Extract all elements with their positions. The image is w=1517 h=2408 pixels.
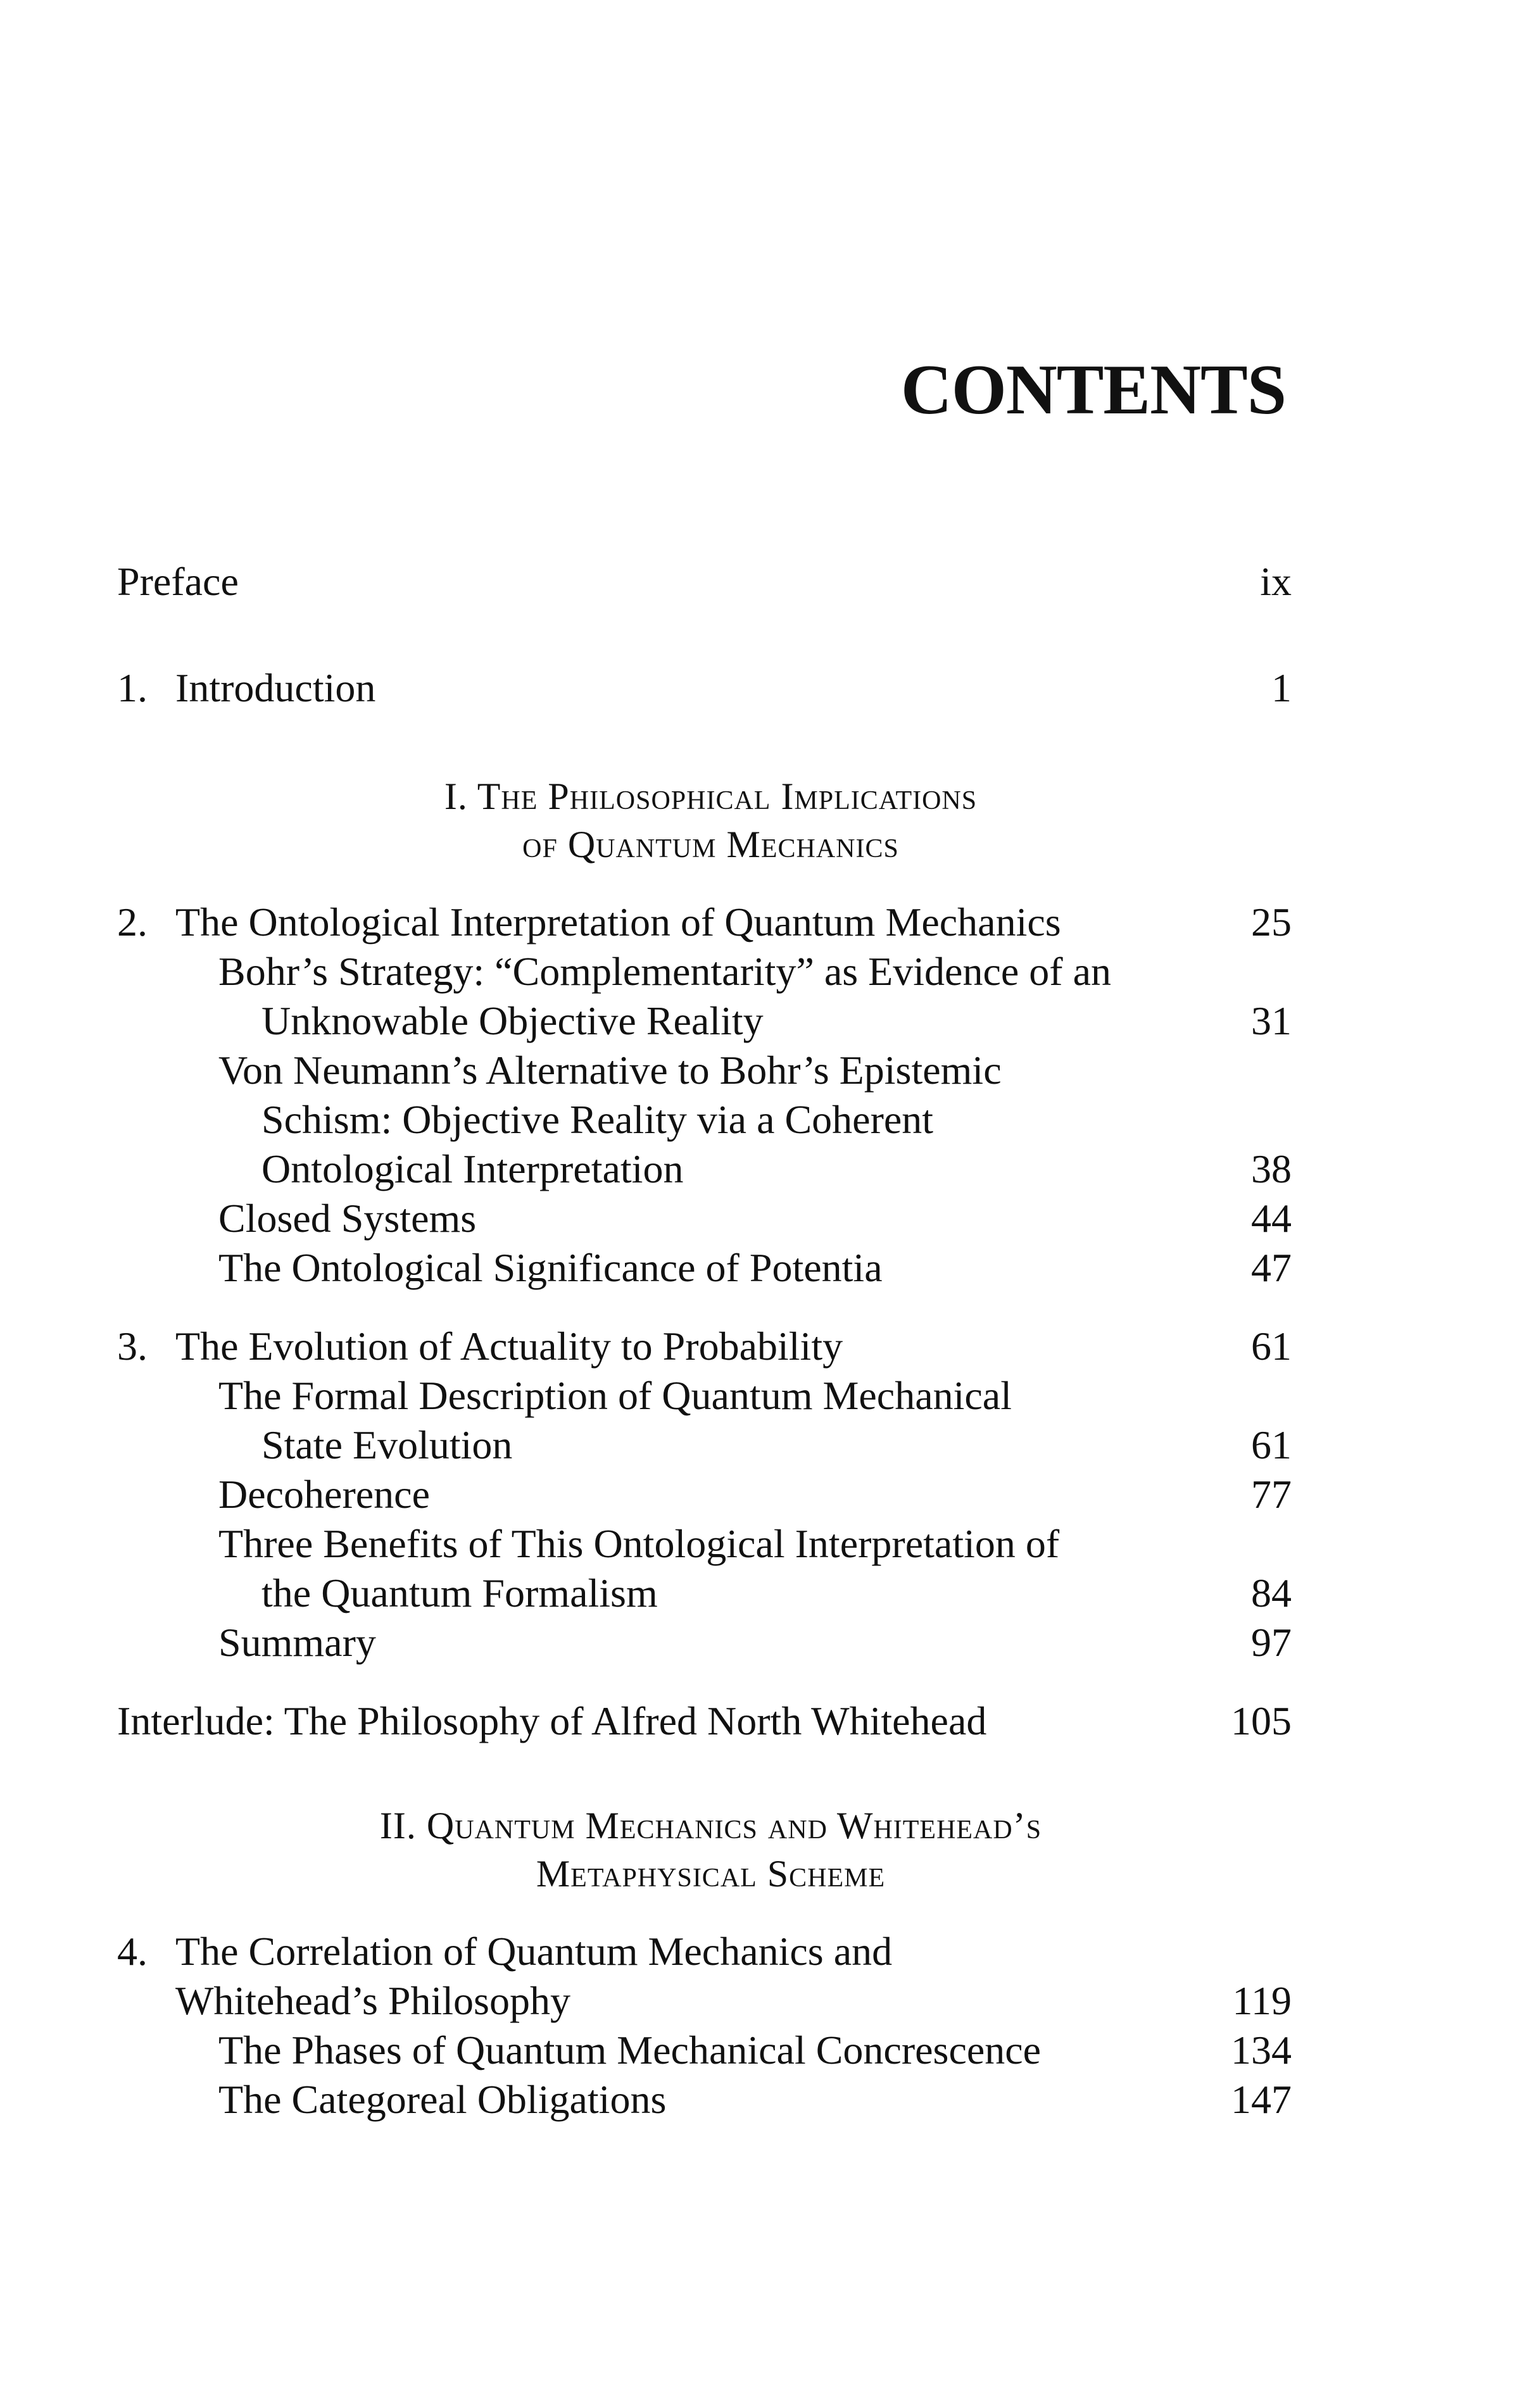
toc-entry-interlude[interactable] xyxy=(117,1696,1292,1746)
toc-entry-label: Three Benefits of This Ontological Interpretation of xyxy=(218,1521,1060,1566)
toc-page-number: 119 xyxy=(1232,1978,1292,2023)
toc-entry-chapter-4-line2[interactable] xyxy=(117,1976,1292,2026)
toc-entry-chapter-4-line1[interactable] xyxy=(117,1927,1292,1976)
toc-page-number: 61 xyxy=(1251,1324,1292,1369)
toc-subentry-formal-description-line1[interactable] xyxy=(117,1371,1292,1420)
toc-entry-label: Closed Systems xyxy=(218,1196,477,1241)
toc-entry-preface[interactable] xyxy=(117,557,1292,606)
part-heading-2-line1: II. Quantum Mechanics and Whitehead’s xyxy=(379,1805,1042,1847)
toc-entry-label: Interlude: The Philosophy of Alfred North Whitehead xyxy=(117,1698,987,1743)
toc-entry-label: Ontological Interpretation xyxy=(261,1146,684,1191)
toc-subentry-categoreal-obligations[interactable] xyxy=(117,2075,1292,2124)
page-title: CONTENTS xyxy=(900,351,1286,429)
toc-page-number: 47 xyxy=(1251,1245,1292,1290)
toc-entry-introduction[interactable] xyxy=(117,663,1292,713)
toc-page-number: 44 xyxy=(1251,1196,1292,1241)
toc-page-number: 84 xyxy=(1251,1571,1292,1615)
part-heading-1-line2: of Quantum Mechanics xyxy=(522,824,899,865)
toc-page-number: 61 xyxy=(1251,1422,1292,1467)
toc-entry-label: Introduction xyxy=(175,665,376,710)
toc-page-number: 97 xyxy=(1251,1620,1292,1665)
chapter-number: 4. xyxy=(117,1929,148,1974)
toc-subentry-three-benefits-line2[interactable] xyxy=(117,1569,1292,1618)
toc-subentry-von-neumann-line2[interactable] xyxy=(117,1095,1292,1144)
toc-entry-label: State Evolution xyxy=(261,1422,513,1467)
toc-entry-label: The Correlation of Quantum Mechanics and xyxy=(175,1929,893,1974)
toc-subentry-von-neumann-line1[interactable] xyxy=(117,1046,1292,1095)
toc-subentry-potentia[interactable] xyxy=(117,1243,1292,1293)
toc-entry-chapter-2[interactable] xyxy=(117,898,1292,947)
toc-subentry-decoherence[interactable] xyxy=(117,1470,1292,1519)
toc-entry-label: The Ontological Interpretation of Quantum Mechanics xyxy=(175,900,1061,944)
toc-entry-label: Unknowable Objective Reality xyxy=(261,998,764,1043)
toc-entry-label: Summary xyxy=(218,1620,376,1665)
toc-subentry-bohr-line1[interactable] xyxy=(117,947,1292,996)
toc-entry-chapter-3[interactable] xyxy=(117,1322,1292,1371)
toc-page-number: 77 xyxy=(1251,1472,1292,1517)
toc-entry-label: The Categoreal Obligations xyxy=(218,2077,667,2122)
toc-subentry-three-benefits-line1[interactable] xyxy=(117,1519,1292,1569)
toc-entry-label: The Phases of Quantum Mechanical Concrescence xyxy=(218,2028,1042,2073)
toc-page-number: 38 xyxy=(1251,1146,1292,1191)
part-heading-1-line1: I. The Philosophical Implications xyxy=(444,775,978,817)
toc-subentry-summary[interactable] xyxy=(117,1618,1292,1667)
toc-entry-label: Bohr’s Strategy: “Complementarity” as Evidence of an xyxy=(218,949,1111,994)
toc-page-number: 105 xyxy=(1231,1698,1292,1743)
chapter-number: 1. xyxy=(117,665,148,710)
toc-subentry-closed-systems[interactable] xyxy=(117,1194,1292,1243)
toc-entry-label: Whitehead’s Philosophy xyxy=(175,1978,570,2023)
toc-page-number: 1 xyxy=(1271,665,1292,710)
toc-page-number: 147 xyxy=(1231,2077,1292,2122)
toc-subentry-von-neumann-line3[interactable] xyxy=(117,1144,1292,1194)
toc-subentry-formal-description-line2[interactable] xyxy=(117,1420,1292,1470)
toc-page-number: 134 xyxy=(1231,2028,1292,2073)
toc-entry-label: Decoherence xyxy=(218,1472,430,1517)
chapter-number: 2. xyxy=(117,900,148,944)
toc-entry-label: The Formal Description of Quantum Mechanical xyxy=(218,1373,1012,1418)
toc-entry-label: Preface xyxy=(117,559,239,604)
chapter-number: 3. xyxy=(117,1324,148,1369)
toc-page-number: ix xyxy=(1260,559,1292,604)
toc-subentry-phases[interactable] xyxy=(117,2026,1292,2075)
toc-subentry-bohr-line2[interactable] xyxy=(117,996,1292,1046)
toc-entry-label: The Evolution of Actuality to Probability xyxy=(175,1324,843,1369)
toc-entry-label: The Ontological Significance of Potentia xyxy=(218,1245,883,1290)
toc-page-number: 31 xyxy=(1251,998,1292,1043)
toc-entry-label: Von Neumann’s Alternative to Bohr’s Epistemic xyxy=(218,1048,1002,1093)
toc-entry-label: the Quantum Formalism xyxy=(261,1571,658,1615)
toc-entry-label: Schism: Objective Reality via a Coherent xyxy=(261,1097,934,1142)
toc-page-number: 25 xyxy=(1251,900,1292,944)
part-heading-2-line2: Metaphysical Scheme xyxy=(536,1853,886,1895)
